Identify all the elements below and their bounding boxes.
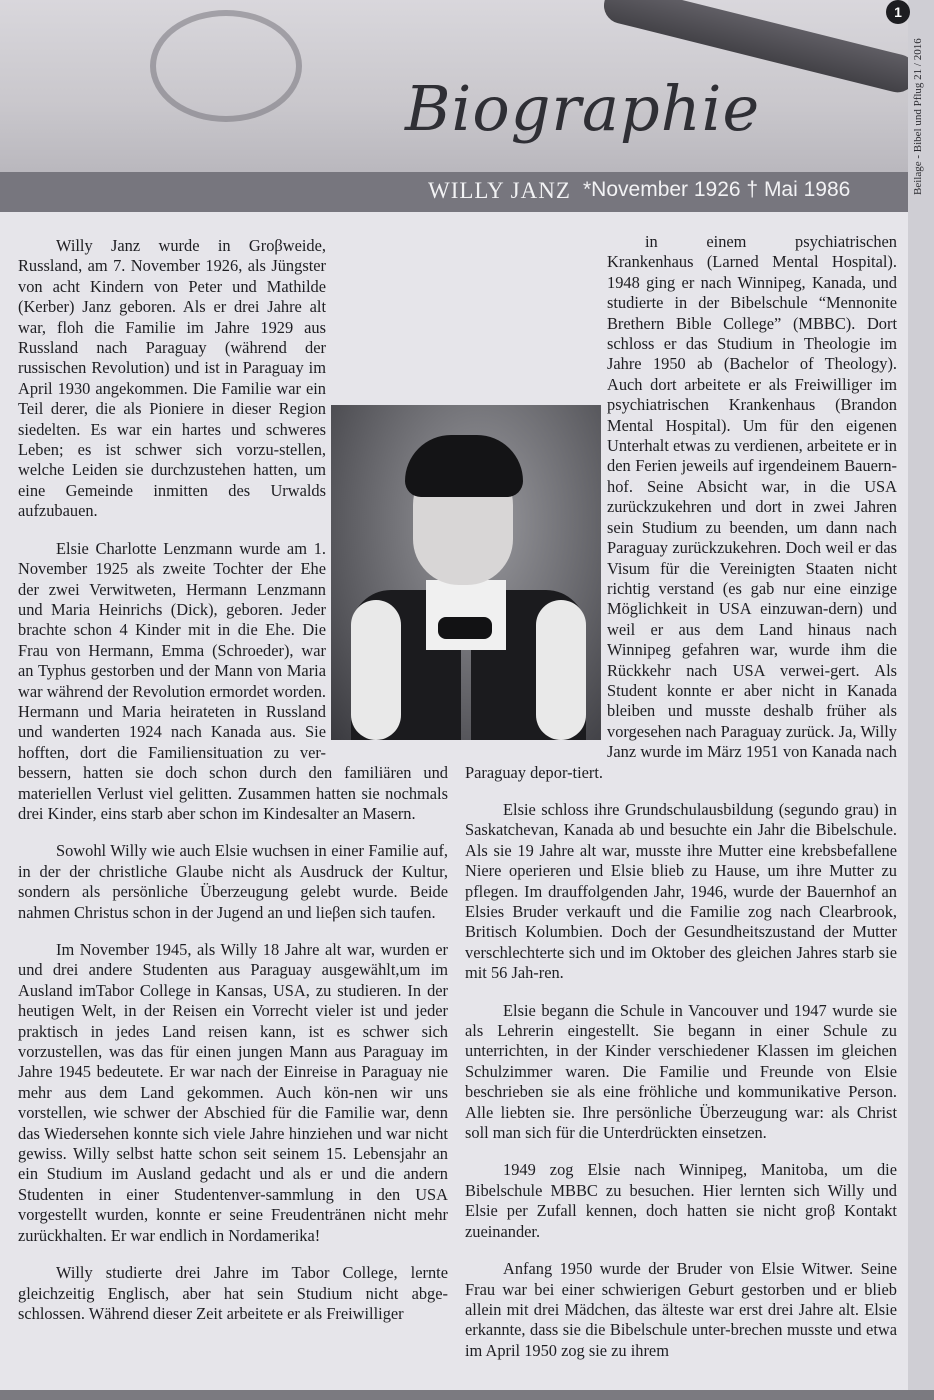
page-title: Biographie bbox=[405, 72, 761, 145]
left-column bbox=[18, 236, 448, 1341]
paragraph: Sowohl Willy wie auch Elsie wuchsen in einer Familie auf, in der der christliche Glaube nicht als Ausdruck der Kultur, sondern als persönliche Überzeugung gelebt wurde. Beide nahmen Christus schon in der Jugend an und lieβen sich taufen. bbox=[18, 841, 448, 922]
page-bottom-edge bbox=[0, 1390, 934, 1400]
subject-name: WILLY JANZ bbox=[428, 178, 571, 203]
paragraph: Willy Janz wurde in Groβweide, Russland, am 7. November 1926, als Jüngster von acht Kindern von Peter und Mathilde (Kerber) Janz geboren. Als er drei Jahre alt war, floh die Familie im Jahre 1929 aus Russland nach Paraguay (während der russischen Revolution) und ist in Paraguay im April 1930 angekommen. Die Familie war ein Teil derer, die als Pioniere in dieser Region siedelten. Es war ein hartes und schweres Leben; es ist schwer sich vorzu-stellen, welche Leiden sie durchzustehen hatten, um eine Gemeinde inmitten des Urwalds aufzubauen. bbox=[18, 236, 326, 521]
paragraph: Anfang 1950 wurde der Bruder von Elsie Witwer. Seine Frau war bei einer schwierigen Geburt gestorben und er blieb allein mit drei Mädchen, das älteste war erst drei Jahre alt. Elsie erkannte, dass sie die Bibelschule unter-brechen musste und etwa im April 1950 zog sie zu ihrem bbox=[465, 1259, 897, 1360]
portrait-photo bbox=[331, 405, 601, 740]
paragraph: Elsie begann die Schule in Vancouver und 1947 wurde sie als Lehrerin eingestellt. Sie begann in einer Schule zu unterrichten, in der Kinder verschiedener Klassen im gleichen Schulzimmer waren. Die Familie und Freunde von Elsie beschrieben sie als eine fröhliche und kommunikative Person. Alle liebten sie. Ihre persönliche Überzeugung war: als Christ soll man sich für die Unterdrückten einsetzen. bbox=[465, 1000, 897, 1143]
paragraph: Elsie Charlotte Lenzmann wurde am 1. November 1925 als zweite Tochter der Ehe der zwei Verwitweten, Hermann Lenzmann und Maria Heinrichs (Dick), geboren. Jeder brachte schon 4 Kinder mit in die Ehe. Die Frau von Hermann, Emma (Schroeder), war an Typhus gestorben und der Mann von Maria war während der Revolution ermordet worden. Hermann und Maria heirateten in Russland und wanderten 1924 nach Kanada aus. Sie hofften, dort die Familiensituation zu ver-bessern, hatten sie doch schon durch den familiären und materiellen Verlust viel gelitten. Zusammen hatten sie nochmals drei Kinder, eins starb aber schon im Kindesalter an Masern. bbox=[18, 538, 448, 823]
paragraph: Elsie schloss ihre Grundschulausbildung (segundo grau) in Saskatchevan, Kanada ab und besuchte ein Jahr die Bibelschule. Als sie 19 Jahre alt war, musste ihre Mutter eine krebsbefallene Niere operieren und Elsie blieb zu Hause, um ihre Mutter zu pflegen. Im drauffolgenden Jahr, 1946, wurde der Bauernhof an Elsies Bruder verkauft und die Familie zog nach Clearbrook, Britisch Kolumbien. Doch der Gesundheitszustand der Mutter verschlechterte sich und im Oktober des gleichen Jahres starb sie mit 56 Jah-ren. bbox=[465, 799, 897, 983]
page-number-badge: 1 bbox=[886, 0, 910, 24]
paragraph: 1949 zog Elsie nach Winnipeg, Manitoba, um die Bibelschule MBBC zu besuchen. Hier lernten sich Willy und Elsie per Zufall kennen, doch hatten sie nicht groβ Kontakt zueinander. bbox=[465, 1160, 897, 1241]
margin-strip bbox=[908, 0, 934, 1400]
eyeglasses-image bbox=[150, 10, 302, 122]
paragraph: in einem psychiatrischen Krankenhaus (Larned Mental Hospital). 1948 ging er nach Winnipeg, Kanada, und studierte in der Bibelschule “Mennonite Brethern Bible College” (MBBC). Dort schloss er das Studium in Theologie im Jahre 1950 ab (Bachelor of Theology). Auch dort arbeitete er als Freiwilliger im psychiatrischen Krankenhaus (Brandon Mental Hospital). Um für den eigenen Unterhalt etwas zu verdienen, arbeitete er in den Ferien jeweils auf irgendeinem Bauern-hof. Seine Absicht war, in die USA zurückzukehren und dort in zwei Jahren sein Studium zu beenden, um dann nach Paraguay zurückzukehren. Doch weil er das Visum für die Vereinigten Staaten nicht richtig verstand (es gab nur eine einzige Möglichkeit in USA einzuwan-dern) und weil er aus dem Land hinaus nach Winnipeg gefahren war, wurde ihm die Rückkehr nach USA verwei-gert. Als Student konnte er aber nicht in Kanada bleiben und musste deshalb früher als vorgesehen nach Paraguay zurück. Ja, Willy Janz wurde im März 1951 von Kanada nach Paraguay depor-tiert. bbox=[465, 232, 897, 782]
paragraph: Willy studierte drei Jahre im Tabor College, lernte gleichzeitig Englisch, aber hat sein Studium nicht abge-schlossen. Während dieser Zeit arbeitete er als Freiwilliger bbox=[18, 1263, 448, 1323]
publication-label: Beilage - Bibel und Pflug 21 / 2016 bbox=[912, 38, 924, 195]
subject-dates: *November 1926 † Mai 1986 bbox=[583, 178, 851, 201]
right-column bbox=[465, 232, 897, 1378]
paragraph: Im November 1945, als Willy 18 Jahre alt war, wurden er und drei andere Studenten aus Paraguay ausgewählt,um im Ausland imTabor College in Kansas, USA, zu studieren. In der heutigen Welt, in der Reisen ein Vorrecht vieler ist und jeder praktisch in jedes Land reisen kann, ist es schwer sich vorzustellen, was das für einen jungen Mann aus Paraguay im Jahre 1945 bedeutete. Er war nach der Einreise in Paraguay nie mehr aus dem Land gekommen. Auch kön-nen wir uns vorstellen, wie schwer der Abschied für die Familie war, denn das Wiedersehen konnte sich viele Jahre hinziehen und war nicht gewiss. Willy selbst hatte schon seit seinem 15. Lebensjahr an ein Studium im Ausland gedacht und als er und die andern Studenten in einer Studentenver-sammlung in den USA vorgestellt wurden, konnte er seine Freudentränen nicht mehr zurückhalten. Er war endlich in Nordamerika! bbox=[18, 940, 448, 1245]
